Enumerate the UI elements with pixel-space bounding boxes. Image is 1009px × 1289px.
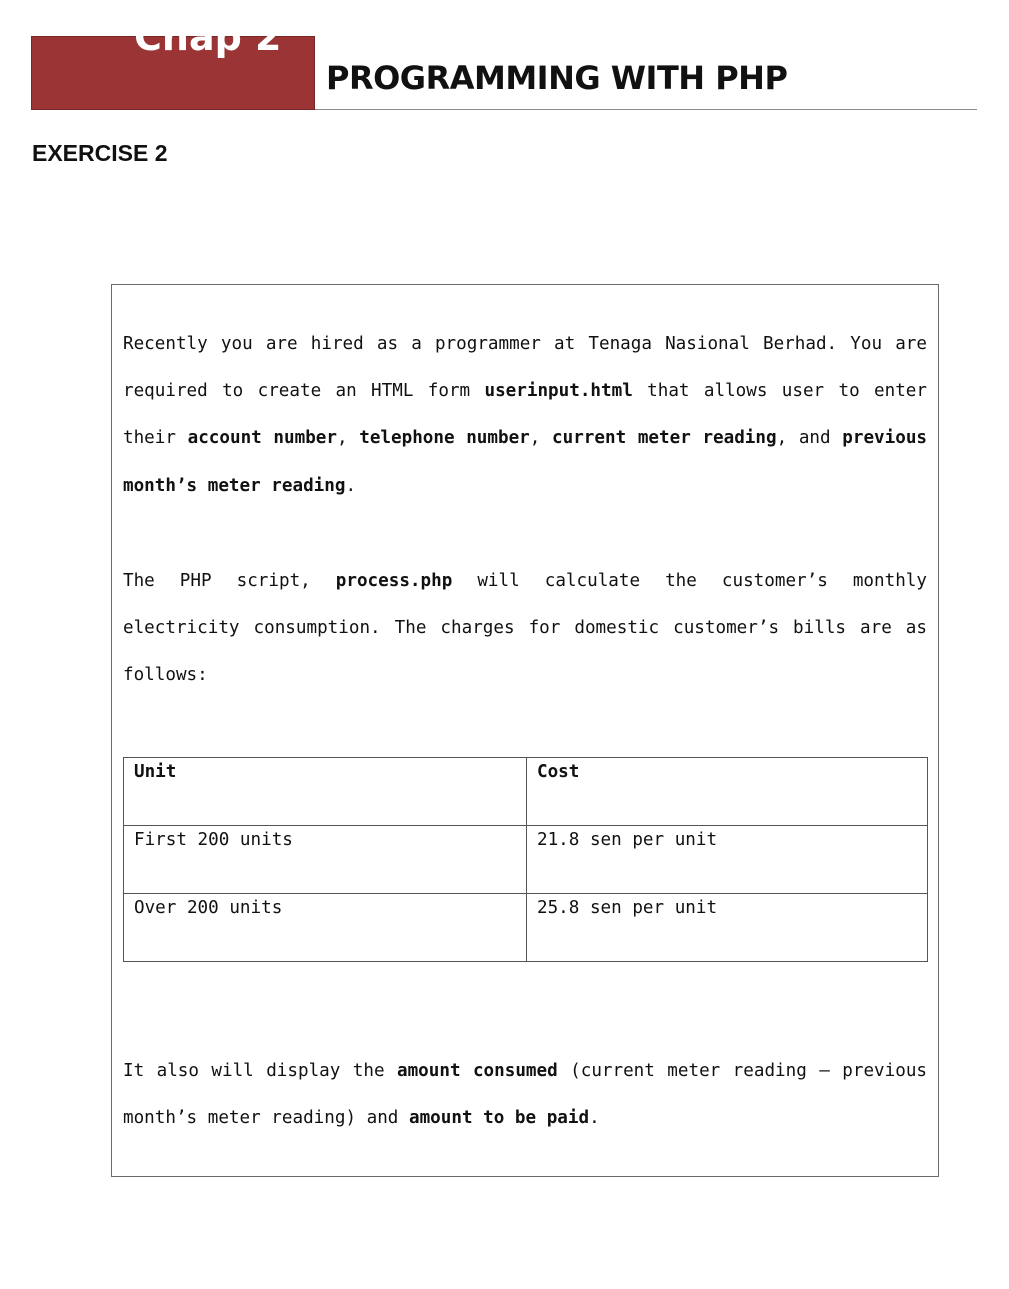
header-unit: Unit — [124, 758, 527, 826]
paragraph-text: . — [345, 475, 357, 496]
exercise-paragraph-2 — [123, 558, 927, 700]
paragraph-text: It also will display the — [123, 1061, 397, 1081]
header-cost: Cost — [527, 758, 928, 826]
paragraph-text: , and — [776, 428, 843, 449]
table-cell: Over 200 units — [124, 894, 527, 962]
chapter-title: PROGRAMMING WITH PHP — [326, 59, 788, 97]
table-cell: First 200 units — [124, 826, 527, 894]
paragraph-text: , — [529, 428, 553, 449]
paragraph-text: will calculate the customer’s monthly electricity consumption. The charges for domestic customer’s bills are as follows: — [123, 571, 927, 686]
paragraph-text: , — [336, 428, 360, 449]
paragraph-text: Recently you are hired as a programmer at Tenaga Nasional Berhad. You are required to create an HTML form — [123, 334, 927, 402]
exercise-label: EXERCISE 2 — [32, 140, 168, 166]
table-row — [124, 894, 928, 962]
header-rule — [315, 109, 977, 110]
field-telephone-number: telephone number — [359, 428, 530, 449]
paragraph-text: that allows user to enter their — [123, 381, 927, 449]
exercise-box — [111, 284, 939, 1177]
chapter-label: Chap 2 — [134, 15, 282, 59]
exercise-paragraph-3 — [123, 1048, 927, 1142]
table-cell: 25.8 sen per unit — [527, 894, 928, 962]
paragraph-text: . — [589, 1108, 600, 1129]
term-amount-consumed: amount consumed — [396, 1061, 558, 1081]
term-amount-to-be-paid: amount to be paid — [409, 1108, 590, 1129]
exercise-paragraph-1 — [123, 321, 927, 510]
field-account-number: account number — [187, 428, 337, 449]
filename-process: process.php — [335, 571, 453, 591]
table-cell: 21.8 sen per unit — [527, 826, 928, 894]
table-row — [124, 826, 928, 894]
filename-userinput: userinput.html — [484, 381, 633, 402]
paragraph-text: (current meter reading – previous month’s meter reading) and — [123, 1061, 928, 1129]
field-previous-meter-reading: previous month’s meter reading — [123, 428, 928, 496]
field-current-meter-reading: current meter reading — [552, 428, 777, 449]
paragraph-text: The PHP script, — [123, 571, 336, 591]
rate-table — [123, 757, 928, 962]
table-header-row — [124, 758, 928, 826]
